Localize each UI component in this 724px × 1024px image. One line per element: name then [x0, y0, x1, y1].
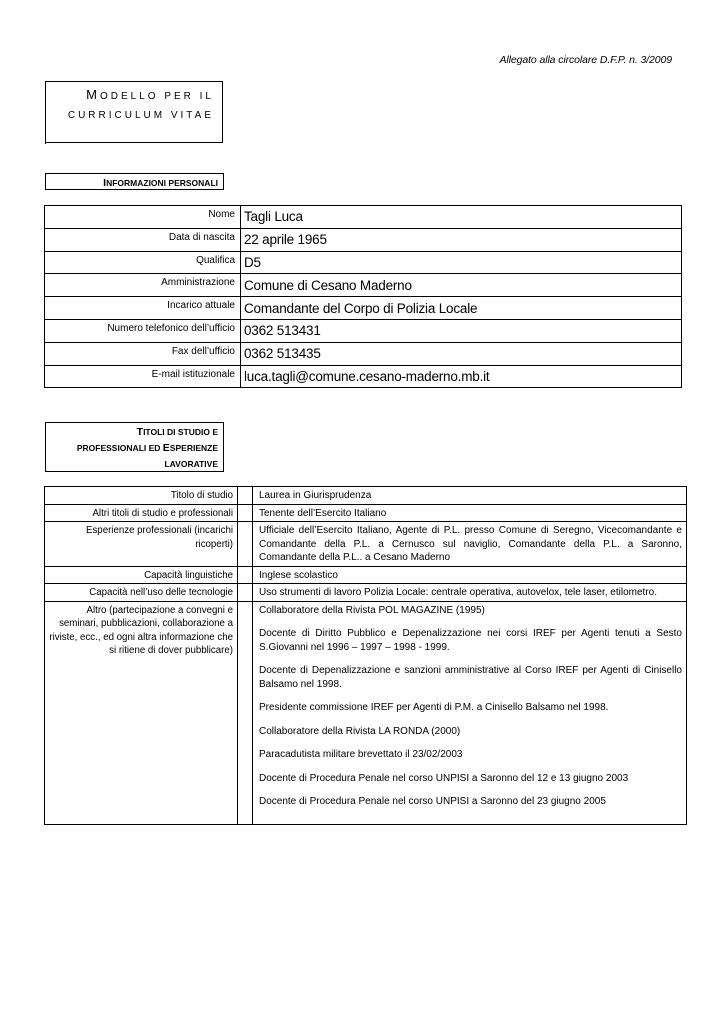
table-row — [45, 206, 682, 229]
table-row — [45, 504, 687, 522]
row-label: Altri titoli di studio e professionali — [45, 504, 238, 522]
row-label: Fax dell’ufficio — [45, 342, 241, 365]
section-studies-line2b: SPERIENZE — [169, 443, 218, 453]
row-label: Esperienze professionali (incarichi ricoperti) — [45, 522, 238, 567]
spacer-cell — [238, 522, 253, 567]
spacer-cell — [238, 504, 253, 522]
table-row — [45, 601, 687, 824]
table-row — [45, 584, 687, 602]
row-label: Amministrazione — [45, 274, 241, 297]
section-studies-experience — [45, 422, 224, 472]
list-item: Docente di Procedura Penale nel corso UNPISI a Saronno del 12 e 13 giugno 2003 — [259, 772, 629, 784]
row-label: Data di nascita — [45, 228, 241, 251]
list-item: Docente di Depenalizzazione e sanzioni amministrative al Corso IREF per Agenti di Cinisello Balsamo nel 1998. — [259, 665, 682, 690]
table-row — [45, 522, 687, 567]
studies-table — [44, 486, 687, 825]
section-studies-line2a: PROFESSIONALI ED — [76, 443, 163, 453]
section-studies-line1: ITOLI DI STUDIO E — [143, 427, 218, 437]
row-label: E-mail istituzionale — [45, 365, 241, 388]
section-personal-initial: I — [103, 177, 107, 189]
title-line1: ODELLO PER IL — [99, 91, 214, 102]
list-item: Paracadutista militare brevettato il 23/02/2003 — [259, 749, 463, 760]
table-row — [45, 365, 682, 388]
section-studies-line3: LAVORATIVE — [164, 459, 218, 469]
spacer-cell — [238, 601, 253, 824]
row-label: Incarico attuale — [45, 297, 241, 320]
personal-info-table — [44, 205, 682, 388]
title-initial: M — [86, 87, 100, 102]
table-row — [45, 319, 682, 342]
table-row — [45, 297, 682, 320]
table-row — [45, 228, 682, 251]
row-value: Tagli Luca — [241, 206, 682, 229]
circular-note: Allegato alla circolare D.F.P. n. 3/2009 — [499, 54, 672, 66]
table-row — [45, 566, 687, 584]
row-value: Tenente dell’Esercito Italiano — [253, 504, 687, 522]
email-value[interactable]: luca.tagli@comune.cesano-maderno.mb.it — [241, 365, 682, 388]
section-studies-initial: T — [136, 426, 144, 438]
row-label: Numero telefonico dell’ufficio — [45, 319, 241, 342]
spacer-cell — [238, 584, 253, 602]
row-value: 22 aprile 1965 — [241, 228, 682, 251]
row-label: Capacità nell’uso delle tecnologie — [45, 584, 238, 602]
table-row — [45, 487, 687, 505]
list-item: Docente di Diritto Pubblico e Depenalizzazione nei corsi IREF per Agenti tenuti a Sesto S.Giovanni nel 1996 – 1997 – 1998 - 1999. — [259, 628, 682, 653]
section-personal-info — [45, 173, 224, 190]
row-label: Qualifica — [45, 251, 241, 274]
list-item: Collaboratore della Rivista POL MAGAZINE (1995) — [259, 604, 485, 616]
row-value: Laurea in Giurisprudenza — [253, 487, 687, 505]
document-title-box — [45, 81, 223, 143]
row-label: Nome — [45, 206, 241, 229]
list-item: Presidente commissione IREF per Agenti di P.M. a Cinisello Balsamo nel 1998. — [259, 702, 609, 713]
list-item: Docente di Procedura Penale nel corso UNPISI a Saronno del 23 giugno 2005 — [259, 796, 606, 807]
row-label: Capacità linguistiche — [45, 566, 238, 584]
section-studies-initial2: E — [162, 442, 170, 454]
row-value: Inglese scolastico — [253, 566, 687, 584]
table-row — [45, 342, 682, 365]
title-line2: CURRICULUM VITAE — [67, 110, 214, 121]
other-activities — [253, 601, 687, 824]
spacer-cell — [238, 566, 253, 584]
row-value: 0362 513431 — [241, 319, 682, 342]
row-label: Titolo di studio — [45, 487, 238, 505]
document-title — [68, 85, 214, 125]
row-value: Uso strumenti di lavoro Polizia Locale: centrale operativa, autovelox, tele laser, etilometro. — [253, 584, 687, 602]
row-value: Ufficiale dell’Esercito Italiano, Agente di P.L. presso Comune di Seregno, Vicecomandante e Comandante della P.L. a Cernusco sul naviglio, Comandante della P.L. a Saronno, Comandante della P.L.. a Cesano Maderno — [253, 522, 687, 567]
row-label: Altro (partecipazione a convegni e seminari, pubblicazioni, collaborazione a riviste, ecc., ed ogni altra informazione che si ritiene di dover pubblicare) — [45, 601, 238, 824]
row-value: Comune di Cesano Maderno — [241, 274, 682, 297]
list-item: Collaboratore della Rivista LA RONDA (2000) — [259, 725, 461, 737]
row-value: Comandante del Corpo di Polizia Locale — [241, 297, 682, 320]
row-value: D5 — [241, 251, 682, 274]
table-row — [45, 274, 682, 297]
table-row — [45, 251, 682, 274]
row-value: 0362 513435 — [241, 342, 682, 365]
section-personal-rest: NFORMAZIONI PERSONALI — [106, 178, 218, 188]
spacer-cell — [238, 487, 253, 505]
